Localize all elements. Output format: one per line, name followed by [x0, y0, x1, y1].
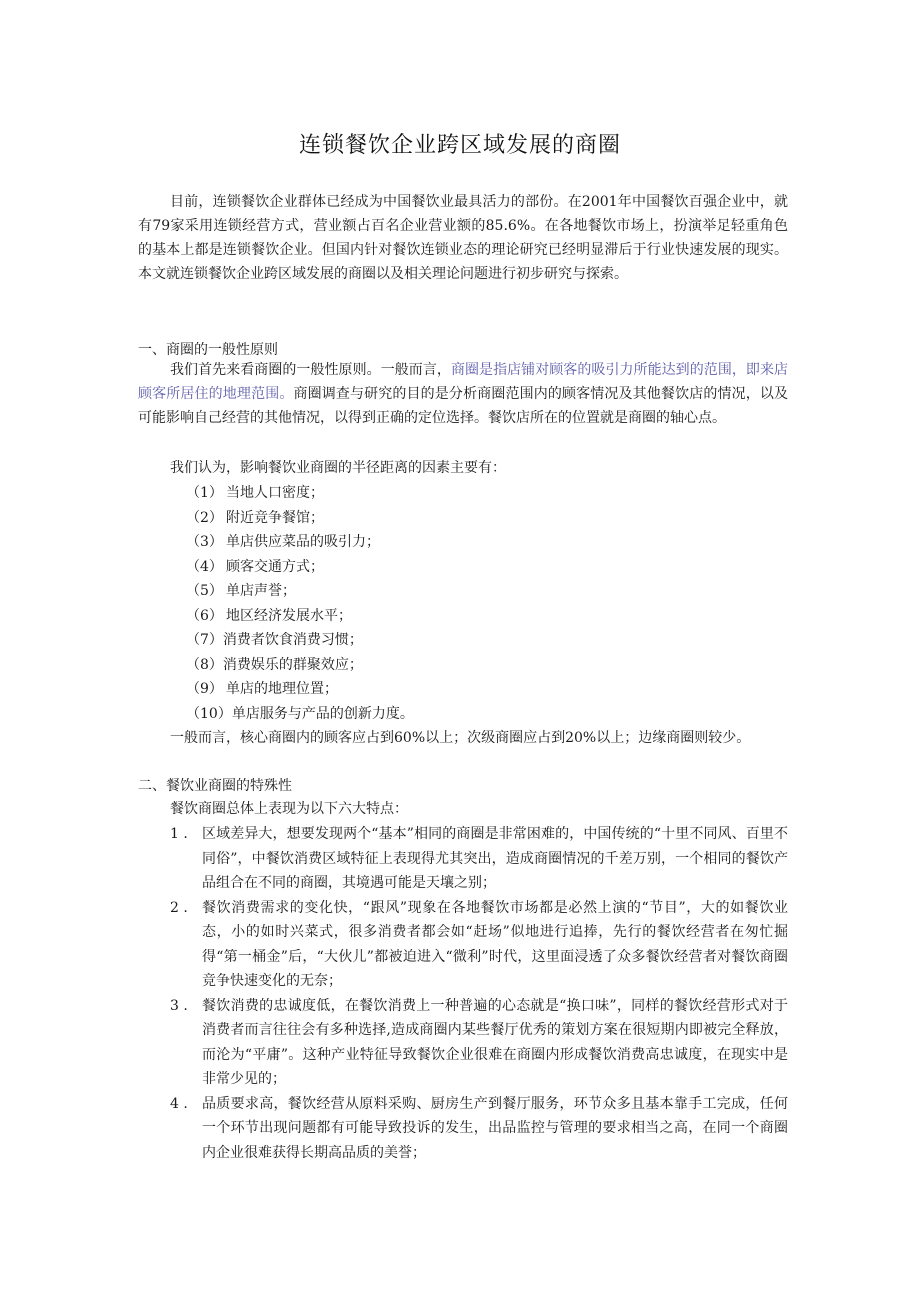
section1-paragraph-2: 我们认为，影响餐饮业商圈的半径距离的因素主要有：	[170, 460, 506, 476]
section1-p1-rest: 商圈调查与研究的目的是分析商圈范围内的顾客情况及其他餐饮店的情况，以及可能影响自己经营的其他情况，以得到正确的定位选择。餐饮店所在的位置就是商圈的轴心点。	[138, 386, 788, 426]
list-item: （3） 单店供应菜品的吸引力；	[186, 534, 380, 550]
section2-lead: 餐饮商圈总体上表现为以下六大特点：	[170, 801, 408, 817]
section1-paragraph-3: 一般而言，核心商圈内的顾客应占到60%以上；次级商圈应占到20%以上；边缘商圈则较少。	[170, 730, 751, 746]
trade-area-definition-highlight: 商圈是指店铺对顾客的吸引力所能达到的范围，即来店顾客所居住的地理范围。	[138, 362, 789, 402]
list-item: 1 . 区域差异大，想要发现两个“基本”相同的商圈是非常困难的，中国传统的“十里不同风、百里不同俗”，中餐饮消费区域特征上表现得尤其突出，造成商圈情况的千差万别，一个相同的餐饮产品组合在不同的商圈，其境遇可能是天壤之别；	[170, 826, 788, 891]
intro-paragraph: 目前，连锁餐饮企业群体已经成为中国餐饮业最具活力的部份。在2001年中国餐饮百强企业中，就有79家采用连锁经营方式，营业额占百名企业营业额的85.6%。在各地餐饮市场上，扮演举足轻重角色的基本上都是连锁餐饮企业。但国内针对餐饮连锁业态的理论研究已经明显滞后于行业快速发展的现实。本文就连锁餐饮企业跨区域发展的商圈以及相关理论问题进行初步研究与探索。	[138, 194, 788, 282]
list-item: （8）消费娱乐的群聚效应；	[186, 656, 363, 673]
section1-paragraph-1	[138, 358, 788, 430]
list-item: （7）消费者饮食消费习惯；	[186, 632, 363, 648]
list-item: （5） 单店声誉；	[186, 583, 296, 599]
list-item: （4） 顾客交通方式；	[186, 558, 324, 575]
characteristics-list	[170, 822, 788, 1165]
list-item: 3 . 餐饮消费的忠诚度低，在餐饮消费上一种普遍的心态就是“换口味”，同样的餐饮经营形式对于消费者而言往往会有多种选择,造成商圈内某些餐厅优秀的策划方案在很短期内即被完全释放，而沦为“平庸”。这种产业特征导致餐饮企业很难在商圈内形成餐饮消费高忠诚度，在现实中是非常少见的；	[170, 997, 788, 1087]
list-item: （9） 单店的地理位置；	[186, 681, 338, 697]
list-item: （10）单店服务与产品的创新力度。	[186, 705, 414, 722]
list-item: （6） 地区经济发展水平；	[186, 607, 352, 624]
list-item: 4 . 品质要求高，餐饮经营从原料采购、厨房生产到餐厅服务，环节众多且基本靠手工完成，任何一个环节出现问题都有可能导致投诉的发生，出品监控与管理的要求相当之高，在同一个商圈内企业很难获得长期高品质的美誉；	[170, 1095, 788, 1161]
list-item: （1） 当地人口密度；	[186, 485, 324, 501]
document-title: 连锁餐饮企业跨区域发展的商圈	[298, 133, 621, 158]
section2-heading: 二、餐饮业商圈的特殊性	[138, 778, 292, 794]
section1-heading: 一、商圈的一般性原则	[138, 342, 278, 358]
factor-list	[186, 481, 414, 726]
list-item: （2） 附近竞争餐馆；	[186, 509, 324, 526]
list-item: 2 . 餐饮消费需求的变化快，“跟风”现象在各地餐饮市场都是必然上演的“节目”，大的如餐饮业态，小的如时兴菜式，很多消费者都会如“赶场”似地进行追捧，先行的餐饮经营者在匆忙掘得“第一桶金”后，“大伙儿”都被迫进入“微利”时代，这里面浸透了众多餐饮经营者对餐饮商圈竞争快速变化的无奈；	[170, 899, 788, 989]
section1-p1-lead: 我们首先来看商圈的一般性原则。一般而言，	[170, 362, 451, 378]
